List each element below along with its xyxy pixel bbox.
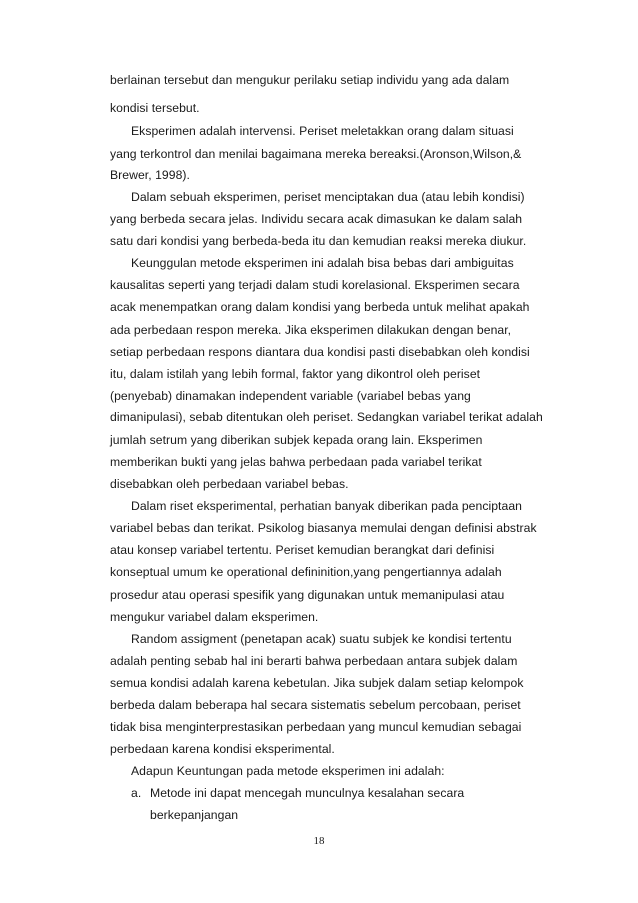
text-line: (penyebab) dinamakan independent variable (variabel bebas yang [110,389,471,403]
text-line: adalah penting sebab hal ini berarti bahwa perbedaan antara subjek dalam [110,654,518,668]
text-line: prosedur atau operasi spesifik yang digunakan untuk memanipulasi atau [110,588,505,602]
text-line: kausalitas seperti yang terjadi dalam studi korelasional. Eksperimen secara [110,278,520,292]
text-line: disebabkan oleh perbedaan variabel bebas. [110,477,349,491]
text-line: yang berbeda secara jelas. Individu secara acak dimasukan ke dalam salah [110,212,523,226]
paragraph-first-line: Dalam sebuah eksperimen, periset menciptakan dua (atau lebih kondisi) [131,190,525,204]
text-line: jumlah setrum yang diberikan subjek kepada orang lain. Eksperimen [110,433,483,447]
paragraph-first-line: Random assigment (penetapan acak) suatu subjek ke kondisi tertentu [131,632,512,646]
text-line: atau konsep variabel tertentu. Periset kemudian berangkat dari definisi [110,543,495,557]
text-line: berbeda dalam beberapa hal secara sistematis sebelum percobaan, periset [110,698,521,712]
text-line: Brewer, 1998). [110,168,190,182]
page-number: 18 [313,835,325,847]
list-item-text: Metode ini dapat mencegah munculnya kesalahan secara [150,786,465,800]
text-line: ada perbedaan respon mereka. Jika eksperimen dilakukan dengan benar, [110,323,512,337]
text-line: konseptual umum ke operational defininition,yang pengertiannya adalah [110,565,502,579]
list-item-text: berkepanjangan [150,808,239,822]
text-line: kondisi tersebut. [110,101,200,115]
text-line: variabel bebas dan terikat. Psikolog biasanya memulai dengan definisi abstrak [110,521,537,535]
text-line: satu dari kondisi yang berbeda-beda itu dan kemudian reaksi mereka diukur. [110,234,527,248]
text-line: yang terkontrol dan menilai bagaimana mereka bereaksi.(Aronson,Wilson,& [110,147,522,161]
paragraph-first-line: Eksperimen adalah intervensi. Periset meletakkan orang dalam situasi [131,124,514,138]
text-line: itu, dalam istilah yang lebih formal, faktor yang dikontrol oleh periset [110,367,481,381]
paragraph-first-line: Adapun Keuntungan pada metode eksperimen ini adalah: [131,764,445,778]
paragraph-first-line: Keunggulan metode eksperimen ini adalah bisa bebas dari ambiguitas [131,256,514,270]
text-line: perbedaan karena kondisi eksperimental. [110,742,335,756]
text-line: semua kondisi adalah karena kebetulan. Jika subjek dalam setiap kelompok [110,676,524,690]
text-line: tidak bisa menginterprestasikan perbedaan yang muncul kemudian sebagai [110,720,522,734]
text-line: acak menempatkan orang dalam kondisi yang berbeda untuk melihat apakah [110,300,530,314]
text-line: mengukur variabel dalam eksperimen. [110,610,319,624]
text-line: berlainan tersebut dan mengukur perilaku setiap individu yang ada dalam [110,73,510,87]
text-line: dimanipulasi), sebab ditentukan oleh periset. Sedangkan variabel terikat adalah [110,410,543,424]
paragraph-first-line: Dalam riset eksperimental, perhatian banyak diberikan pada penciptaan [131,499,522,513]
list-marker: a. [131,786,142,800]
text-line: setiap perbedaan respons diantara dua kondisi pasti disebabkan oleh kondisi [110,345,530,359]
text-line: memberikan bukti yang jelas bahwa perbedaan pada variabel terikat [110,455,482,469]
